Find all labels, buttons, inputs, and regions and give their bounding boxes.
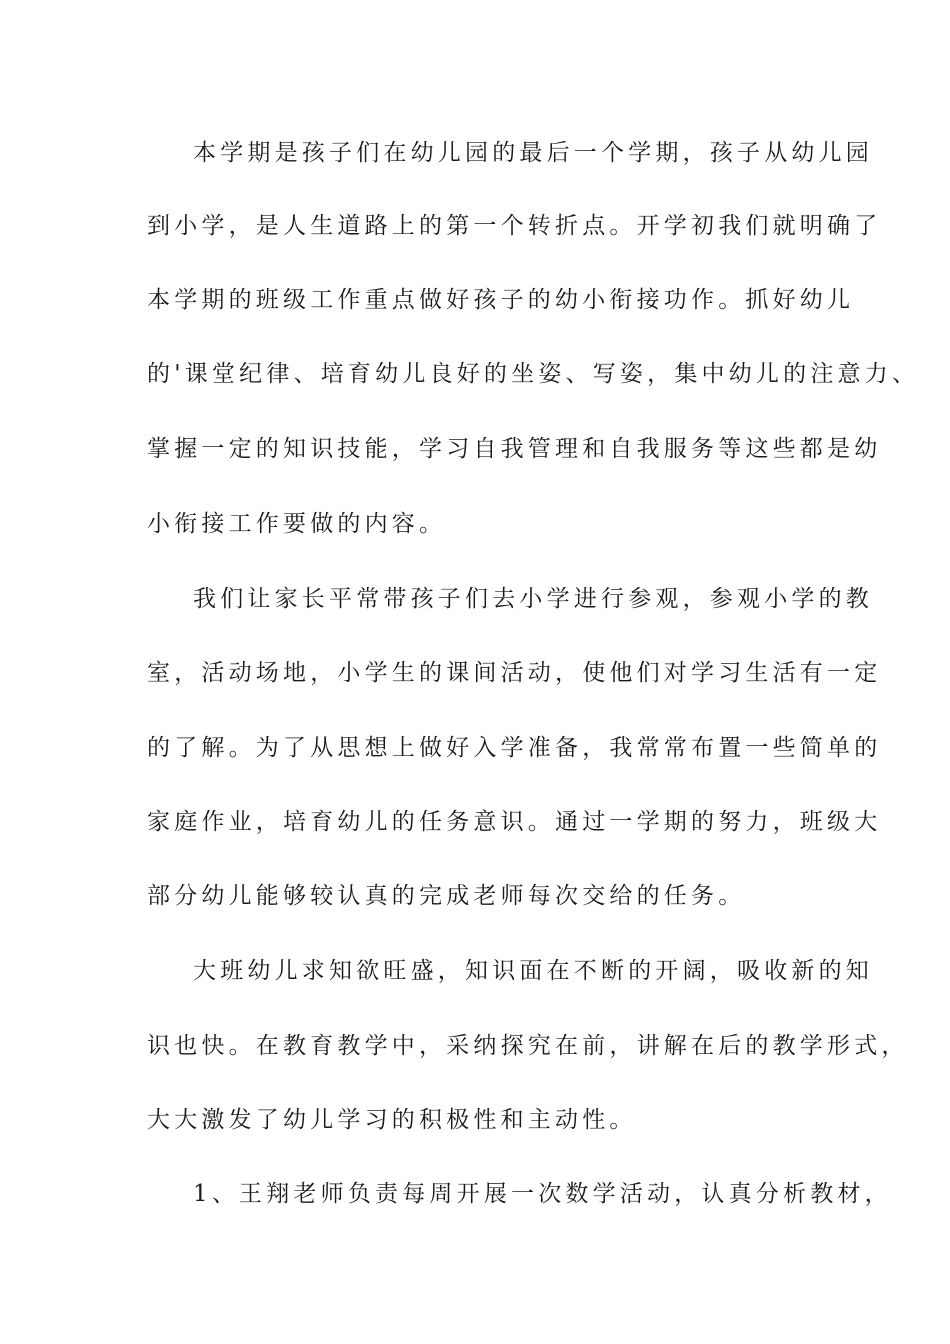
paragraph-2-line-5: 部分幼儿能够较认真的完成老师每次交给的任务。 [147, 883, 746, 909]
paragraph-1-line-2: 到小学，是人生道路上的第一个转折点。开学初我们就明确了 [147, 213, 882, 239]
paragraph-1-line-6: 小衔接工作要做的内容。 [147, 511, 447, 537]
paragraph-1-line-1: 本学期是孩子们在幼儿园的最后一个学期，孩子从幼儿园 [193, 140, 873, 166]
paragraph-2-line-4: 家庭作业，培育幼儿的任务意识。通过一学期的努力，班级大 [147, 809, 882, 835]
paragraph-4-line-1: 1、王翔老师负责每周开展一次数学活动，认真分析教材， [193, 1181, 892, 1207]
paragraph-2-line-3: 的了解。为了从思想上做好入学准备，我常常布置一些简单的 [147, 735, 882, 761]
paragraph-1-line-3: 本学期的班级工作重点做好孩子的幼小衔接功作。抓好幼儿 [147, 287, 855, 313]
paragraph-2-line-1: 我们让家长平常带孩子们去小学进行参观，参观小学的教 [193, 586, 873, 612]
paragraph-1-line-4: 的'课堂纪律、培育幼儿良好的坐姿、写姿，集中幼儿的注意力、 [147, 361, 920, 387]
paragraph-3-line-2: 识也快。在教育教学中，采纳探究在前，讲解在后的教学形式， [147, 1033, 909, 1059]
paragraph-2-line-2: 室，活动场地，小学生的课间活动，使他们对学习生活有一定 [147, 660, 882, 686]
paragraph-1-line-5: 掌握一定的知识技能，学习自我管理和自我服务等这些都是幼 [147, 436, 882, 462]
paragraph-3-line-3: 大大激发了幼儿学习的积极性和主动性。 [147, 1107, 637, 1133]
paragraph-3-line-1: 大班幼儿求知欲旺盛，知识面在不断的开阔，吸收新的知 [193, 958, 873, 984]
